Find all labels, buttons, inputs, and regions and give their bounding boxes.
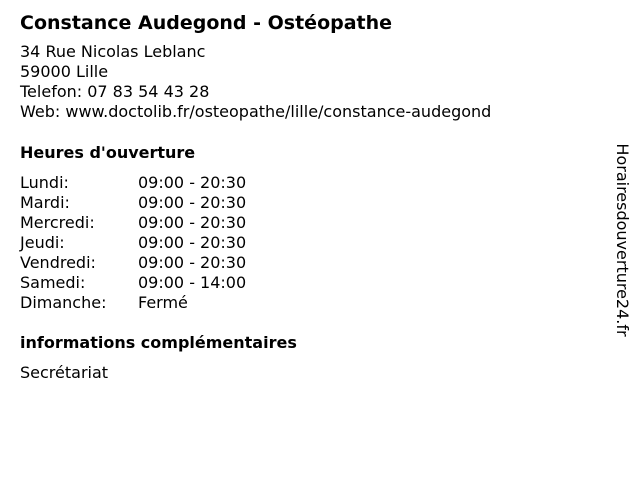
- hours-heading: Heures d'ouverture: [20, 143, 196, 162]
- phone-number: Telefon: 07 83 54 43 28: [20, 82, 210, 101]
- address-line-1: 34 Rue Nicolas Leblanc: [20, 42, 206, 61]
- hours-row-friday: [20, 253, 600, 273]
- hours-day: Dimanche:: [20, 293, 107, 312]
- hours-day: Mardi:: [20, 193, 70, 212]
- hours-list: [20, 173, 600, 313]
- hours-row-tuesday: [20, 193, 600, 213]
- address-line-2: 59000 Lille: [20, 62, 109, 81]
- hours-time: 09:00 - 14:00: [138, 273, 247, 292]
- watermark-text: Horairesdouverture24.fr: [613, 143, 632, 337]
- hours-day: Mercredi:: [20, 213, 95, 232]
- hours-time: 09:00 - 20:30: [138, 173, 247, 192]
- hours-time: 09:00 - 20:30: [138, 253, 247, 272]
- hours-row-monday: [20, 173, 600, 193]
- hours-row-saturday: [20, 273, 600, 293]
- business-card: [20, 10, 600, 383]
- hours-time: 09:00 - 20:30: [138, 193, 247, 212]
- website: Web: www.doctolib.fr/osteopathe/lille/constance-audegond: [20, 102, 492, 121]
- hours-time: Fermé: [138, 293, 188, 312]
- hours-day: Vendredi:: [20, 253, 96, 272]
- extra-info-heading: informations complémentaires: [20, 333, 297, 352]
- hours-row-thursday: [20, 233, 600, 253]
- extra-info-text: Secrétariat: [20, 363, 109, 382]
- hours-day: Samedi:: [20, 273, 86, 292]
- hours-row-sunday: [20, 293, 600, 313]
- hours-day: Jeudi:: [20, 233, 65, 252]
- business-name: Constance Audegond - Ostéopathe: [20, 12, 393, 34]
- hours-time: 09:00 - 20:30: [138, 213, 247, 232]
- hours-day: Lundi:: [20, 173, 69, 192]
- hours-row-wednesday: [20, 213, 600, 233]
- hours-time: 09:00 - 20:30: [138, 233, 247, 252]
